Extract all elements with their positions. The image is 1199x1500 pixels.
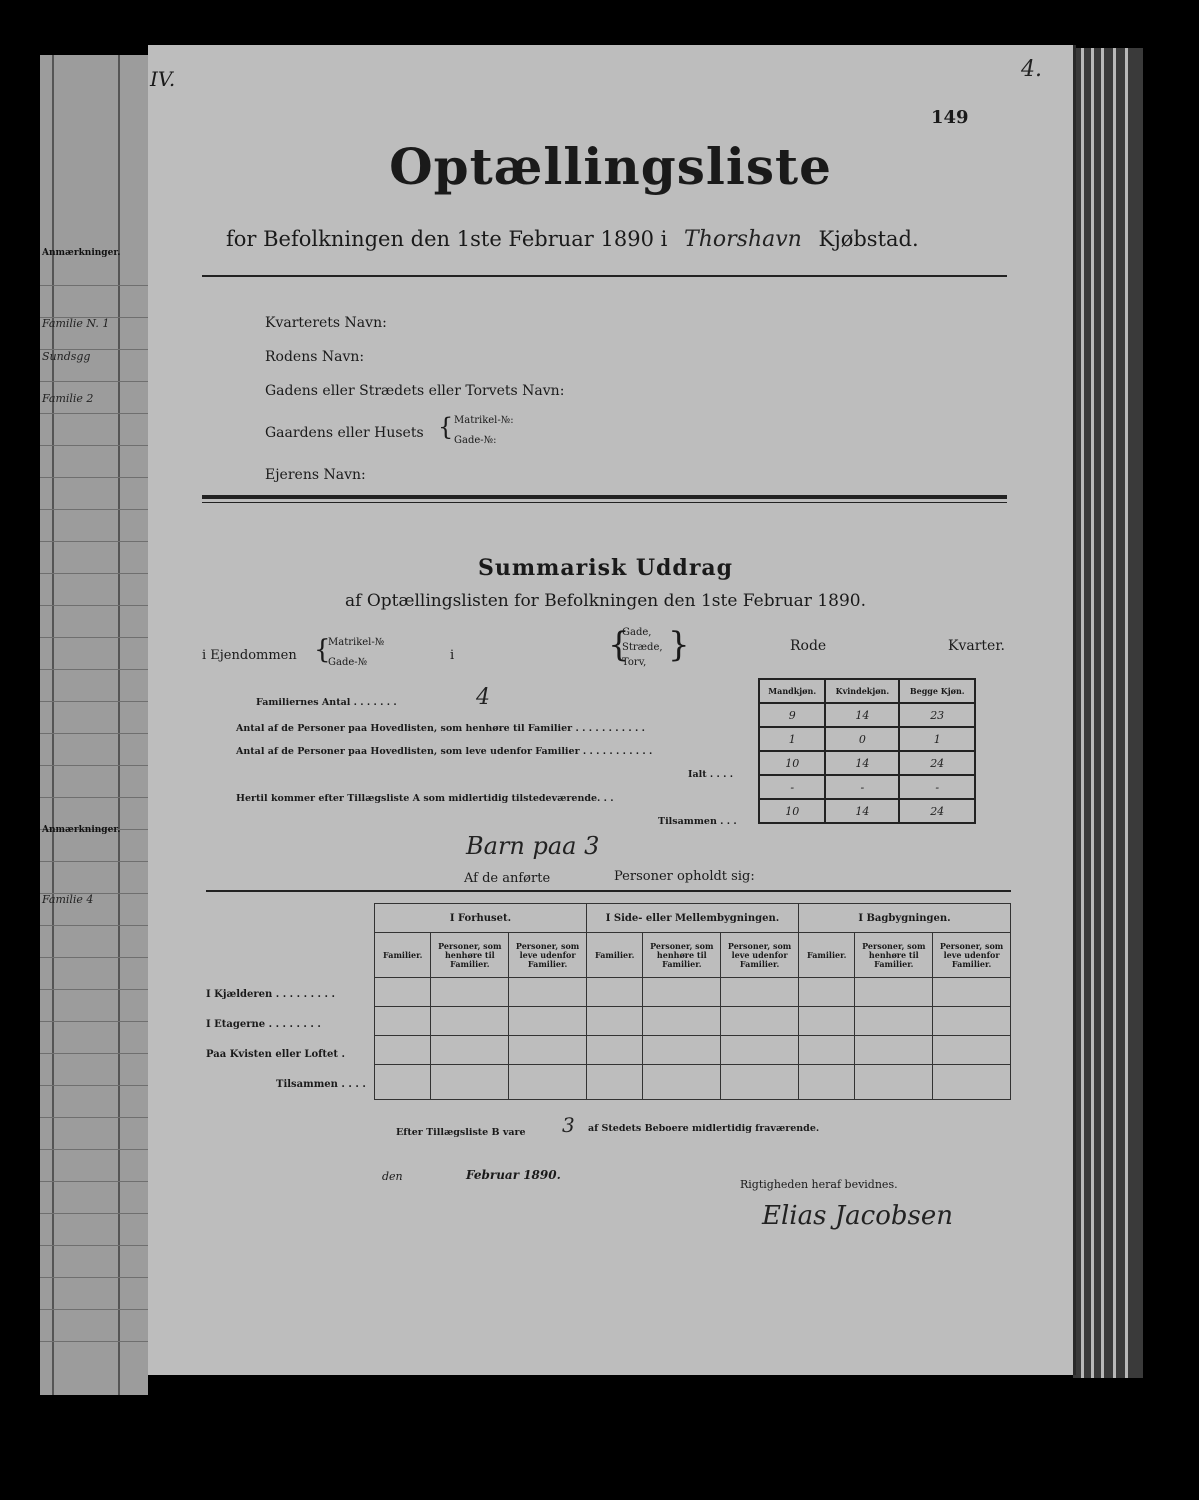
summary-row-label: Tilsammen . . . — [658, 816, 737, 827]
summary-row-label: Antal af de Personer paa Hovedlisten, som leve udenfor Familier . . . . . . . . . . . — [236, 746, 653, 757]
margin-note: Anmærkninger. — [42, 248, 121, 258]
group-header: I Forhuset. — [375, 904, 587, 933]
subtitle-suffix: Kjøbstad. — [818, 227, 919, 251]
table-row — [759, 775, 975, 799]
brace-icon: { — [314, 635, 331, 665]
summary-row-label: Hertil kommer efter Tillægsliste A som midlertidig tilstedeværende. . . — [236, 793, 614, 804]
subheader-row — [375, 933, 1011, 978]
divider — [206, 890, 1011, 892]
residence-table — [374, 903, 1011, 1100]
table-row — [759, 799, 975, 823]
group-header: I Side- eller Mellembygningen. — [586, 904, 798, 933]
subheader: Familier. — [586, 933, 642, 978]
cell: 1 — [899, 727, 975, 751]
date-label: Februar 1890. — [466, 1168, 561, 1182]
form-title: Optællingsliste — [389, 137, 832, 196]
subheader: Personer, som henhøre til Familier. — [643, 933, 721, 978]
cell: 23 — [899, 703, 975, 727]
margin-note: Familie 2 — [42, 392, 94, 405]
subheader: Personer, som henhøre til Familier. — [855, 933, 933, 978]
tillaeg-prefix: Efter Tillægsliste B vare — [396, 1127, 526, 1138]
gaard-label: Gaardens eller Husets — [265, 425, 424, 441]
table-row — [759, 751, 975, 775]
handwritten-note: Barn paa 3 — [466, 832, 600, 860]
margin-note: Sundsgg — [42, 350, 91, 363]
residence-row-label: I Kjælderen . . . . . . . . . — [206, 989, 335, 1000]
page-number: 149 — [931, 107, 969, 128]
form-subtitle — [226, 227, 919, 252]
gade-label: Gadens eller Strædets eller Torvets Navn: — [265, 383, 565, 399]
page-edges — [1073, 48, 1143, 1378]
cell: 14 — [825, 751, 899, 775]
i-label: i — [450, 648, 455, 663]
divider-thin — [202, 502, 1007, 503]
residence-row-label: Tilsammen . . . . — [276, 1079, 366, 1090]
cell: 24 — [899, 799, 975, 823]
matrikel-label: Matrikel-№: — [454, 415, 514, 426]
cell: - — [899, 775, 975, 799]
divider — [202, 275, 1007, 277]
residence-row-label: I Etagerne . . . . . . . . — [206, 1019, 321, 1030]
residence-intro-right: Personer opholdt sig: — [614, 869, 755, 884]
divider-thick — [202, 495, 1007, 499]
left-margin-strip — [40, 55, 148, 1395]
summary-row-label: Ialt . . . . — [688, 769, 734, 780]
margin-note: Familie 4 — [42, 893, 94, 906]
page-mark: 4. — [1021, 57, 1042, 82]
subheader: Personer, som leve udenfor Familier. — [509, 933, 587, 978]
table-row — [375, 978, 1011, 1007]
attest-label: Rigtigheden heraf bevidnes. — [740, 1178, 898, 1191]
col-header: Mandkjøn. — [759, 679, 825, 703]
kvarter-label: Kvarterets Navn: — [265, 315, 387, 331]
table-row — [759, 727, 975, 751]
town-handwritten: Thorshavn — [684, 227, 802, 252]
residence-intro-left: Af de anførte — [464, 871, 551, 886]
cell: 0 — [825, 727, 899, 751]
brace-icon: } — [668, 625, 690, 665]
summary-subtitle: af Optællingslisten for Befolkningen den 1ste Februar 1890. — [344, 591, 867, 611]
cell: 14 — [825, 703, 899, 727]
brace-icon: { — [438, 413, 454, 441]
gade-option: Stræde, — [622, 642, 663, 653]
group-header: I Bagbygningen. — [798, 904, 1010, 933]
subtitle-prefix: for Befolkningen den 1ste Februar 1890 i — [226, 227, 668, 251]
signature: Elias Jacobsen — [762, 1201, 953, 1231]
residence-row-label: Paa Kvisten eller Loftet . — [206, 1049, 345, 1060]
summary-row-label: Antal af de Personer paa Hovedlisten, som henhøre til Familier . . . . . . . . . . . — [236, 723, 645, 734]
subheader: Personer, som leve udenfor Familier. — [721, 933, 799, 978]
margin-note: Familie N. 1 — [42, 317, 110, 330]
subheader: Familier. — [798, 933, 854, 978]
roman-numeral: IV. — [150, 67, 176, 91]
cell: - — [825, 775, 899, 799]
table-row — [375, 1036, 1011, 1065]
gade-option: Torv, — [622, 657, 647, 668]
cell: 14 — [825, 799, 899, 823]
col-header: Begge Kjøn. — [899, 679, 975, 703]
summary-table — [758, 678, 976, 824]
gade-no-label: Gade-№ — [328, 657, 368, 668]
familier-label: Familiernes Antal . . . . . . . — [256, 697, 397, 708]
tillaeg-value: 3 — [562, 1113, 575, 1137]
familier-value: 4 — [476, 685, 490, 710]
rode-label: Rode — [790, 638, 827, 654]
cell: 1 — [759, 727, 825, 751]
col-header: Kvindekjøn. — [825, 679, 899, 703]
table-row — [375, 1007, 1011, 1036]
margin-note: Anmærkninger. — [42, 825, 121, 835]
kvarter-label: Kvarter. — [948, 638, 1005, 654]
gade-option: Gade, — [622, 627, 652, 638]
cell: - — [759, 775, 825, 799]
ejer-label: Ejerens Navn: — [265, 467, 366, 483]
ejendom-label: i Ejendommen — [202, 648, 297, 663]
matrikel-label: Matrikel-№ — [328, 637, 385, 648]
cell: 10 — [759, 799, 825, 823]
census-form-page — [148, 45, 1076, 1375]
table-row — [759, 703, 975, 727]
subheader: Familier. — [375, 933, 431, 978]
gade-no-label: Gade-№: — [454, 435, 497, 446]
cell: 24 — [899, 751, 975, 775]
summary-title: Summarisk Uddrag — [477, 555, 734, 581]
rode-label: Rodens Navn: — [265, 349, 365, 365]
summary-header-row — [759, 679, 975, 703]
den-label: den — [382, 1170, 403, 1183]
subheader: Personer, som leve udenfor Familier. — [933, 933, 1011, 978]
group-header-row — [375, 904, 1011, 933]
table-row — [375, 1065, 1011, 1100]
cell: 9 — [759, 703, 825, 727]
subheader: Personer, som henhøre til Familier. — [431, 933, 509, 978]
cell: 10 — [759, 751, 825, 775]
brace-icon: { — [608, 625, 630, 665]
tillaeg-suffix: af Stedets Beboere midlertidig fraværende. — [588, 1123, 820, 1134]
